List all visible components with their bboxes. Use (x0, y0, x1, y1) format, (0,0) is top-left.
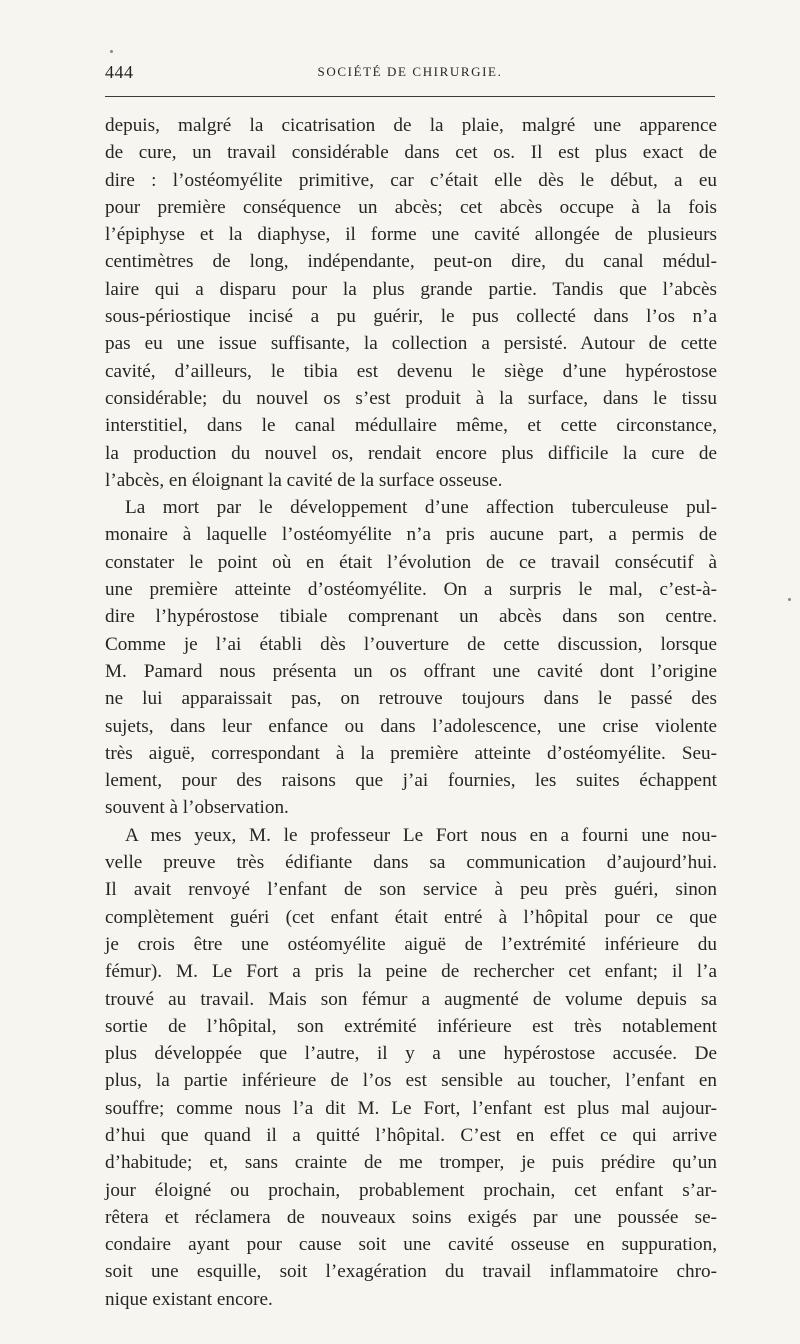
text-line: lement, pour des raisons que j’ai fournies, les suites échappent (105, 770, 717, 792)
text-line: complètement guéri (cet enfant était entré à l’hôpital pour ce que (105, 906, 717, 928)
running-head: SOCIÉTÉ DE CHIRURGIE. (317, 64, 503, 79)
text-line: laire qui a disparu pour la plus grande partie. Tandis que l’abcès (105, 278, 717, 300)
text-line: centimètres de long, indépendante, peut-on dire, du canal médul- (105, 251, 717, 273)
header-rule (105, 96, 715, 97)
text-line: condaire ayant pour cause soit une cavité osseuse en suppuration, (105, 1234, 717, 1256)
paragraph (105, 494, 717, 822)
text-line: je crois être une ostéomyélite aiguë de l’extrémité inférieure du (105, 933, 717, 955)
text-line: sujets, dans leur enfance ou dans l’adolescence, une crise violente (105, 715, 717, 737)
text-line: souvent à l’observation. (105, 797, 289, 819)
text-line: Il avait renvoyé l’enfant de son service à peu près guéri, sinon (105, 879, 717, 901)
text-line: M. Pamard nous présenta un os offrant une cavité dont l’origine (105, 660, 717, 682)
text-line: jour éloigné ou prochain, probablement prochain, cet enfant s’ar- (105, 1179, 717, 1201)
text-line: pas eu une issue suffisante, la collection a persisté. Autour de cette (105, 333, 717, 355)
text-line: d’hui que quand il a quitté l’hôpital. C’est en effet ce qui arrive (105, 1124, 717, 1146)
paragraph (105, 822, 717, 1313)
body-text (105, 112, 717, 1313)
paper-speck (110, 50, 113, 53)
text-line: cavité, d’ailleurs, le tibia est devenu le siège d’une hypérostose (105, 360, 717, 382)
text-line: velle preuve très édifiante dans sa communication d’aujourd’hui. (105, 852, 717, 874)
text-line: fémur). M. Le Fort a pris la peine de rechercher cet enfant; il l’a (105, 961, 717, 983)
text-line: très aiguë, correspondant à la première atteinte d’ostéomyélite. Seu- (105, 742, 717, 764)
paragraph (105, 112, 717, 494)
text-line: rêtera et réclamera de nouveaux soins exigés par une poussée se- (105, 1206, 717, 1228)
text-line: soit une esquille, soit l’exagération du travail inflammatoire chro- (105, 1261, 717, 1283)
text-line: plus développée que l’autre, il y a une hypérostose accusée. De (105, 1043, 717, 1065)
page-number: 444 (105, 62, 134, 82)
text-line: plus, la partie inférieure de l’os est sensible au toucher, l’enfant en (105, 1070, 717, 1092)
text-line: l’épiphyse et la diaphyse, il forme une cavité allongée de plusieurs (105, 224, 717, 246)
text-line: dire : l’ostéomyélite primitive, car c’était elle dès le début, a eu (105, 169, 717, 191)
text-line: sortie de l’hôpital, son extrémité inférieure est très notablement (105, 1015, 717, 1037)
text-line: ne lui apparaissait pas, on retrouve toujours dans le passé des (105, 688, 717, 710)
text-line: souffre; comme nous l’a dit M. Le Fort, l’enfant est plus mal aujour- (105, 1097, 717, 1119)
text-line: monaire à laquelle l’ostéomyélite n’a pris aucune part, a permis de (105, 524, 717, 546)
text-line: dire l’hypérostose tibiale comprenant un abcès dans son centre. (105, 606, 717, 628)
text-line: A mes yeux, M. le professeur Le Fort nous en a fourni une nou- (125, 824, 717, 846)
text-line: pour première conséquence un abcès; cet abcès occupe à la fois (105, 196, 717, 218)
text-line: Comme je l’ai établi dès l’ouverture de cette discussion, lorsque (105, 633, 717, 655)
text-line: la production du nouvel os, rendait encore plus difficile la cure de (105, 442, 717, 464)
text-line: constater le point où en était l’évolution de ce travail consécutif à (105, 551, 717, 573)
text-line: considérable; du nouvel os s’est produit à la surface, dans le tissu (105, 387, 717, 409)
text-line: nique existant encore. (105, 1288, 273, 1310)
text-line: interstitiel, dans le canal médullaire même, et cette circonstance, (105, 415, 717, 437)
text-line: depuis, malgré la cicatrisation de la plaie, malgré une apparence (105, 115, 717, 136)
text-line: sous-périostique incisé a pu guérir, le pus collecté dans l’os n’a (105, 306, 717, 328)
text-line: La mort par le développement d’une affection tuberculeuse pul- (125, 497, 717, 519)
text-line: trouvé au travail. Mais son fémur a augmenté de volume depuis sa (105, 988, 717, 1010)
text-line: l’abcès, en éloignant la cavité de la surface osseuse. (105, 469, 503, 491)
paper-speck (788, 598, 791, 601)
text-line: de cure, un travail considérable dans cet os. Il est plus exact de (105, 142, 717, 164)
text-line: une première atteinte d’ostéomyélite. On a surpris le mal, c’est-à- (105, 579, 717, 601)
text-line: d’habitude; et, sans crainte de me tromper, je puis prédire qu’un (105, 1152, 717, 1174)
page-header (105, 62, 715, 86)
